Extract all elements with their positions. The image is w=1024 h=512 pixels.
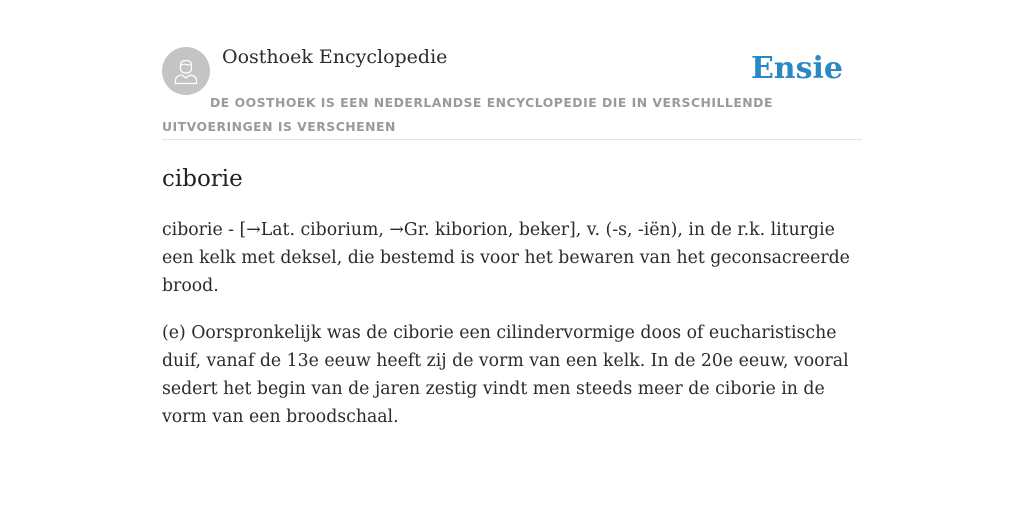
site-header xyxy=(162,40,862,140)
brand-logo-link[interactable]: Ensie xyxy=(750,51,843,86)
avatar[interactable] xyxy=(162,47,210,95)
explanation-paragraph: (e) Oorspronkelijk was de ciborie een cilindervormige doos of eucharistische duif, vanaf de 13e eeuw heeft zij de vorm van een kelk. In de 20e eeuw, vooral sedert het begin van de jaren zestig vindt men steeds meer de ciborie in de vorm van een broodschaal. xyxy=(162,323,849,427)
page-container xyxy=(162,40,862,431)
user-icon xyxy=(171,56,201,86)
site-name[interactable]: Oosthoek Encyclopedie xyxy=(222,46,448,68)
definition-paragraph: ciborie - [→Lat. ciborium, →Gr. kiborion, beker], v. (-s, -iën), in de r.k. liturgie een kelk met deksel, die bestemd is voor het bewaren van het geconsacreerde brood. xyxy=(162,220,850,296)
site-description: DE OOSTHOEK IS EEN NEDERLANDSE ENCYCLOPEDIE DIE IN VERSCHILLENDE UITVOERINGEN IS VERSCHENEN xyxy=(162,95,773,134)
page-title: ciborie xyxy=(162,166,243,192)
